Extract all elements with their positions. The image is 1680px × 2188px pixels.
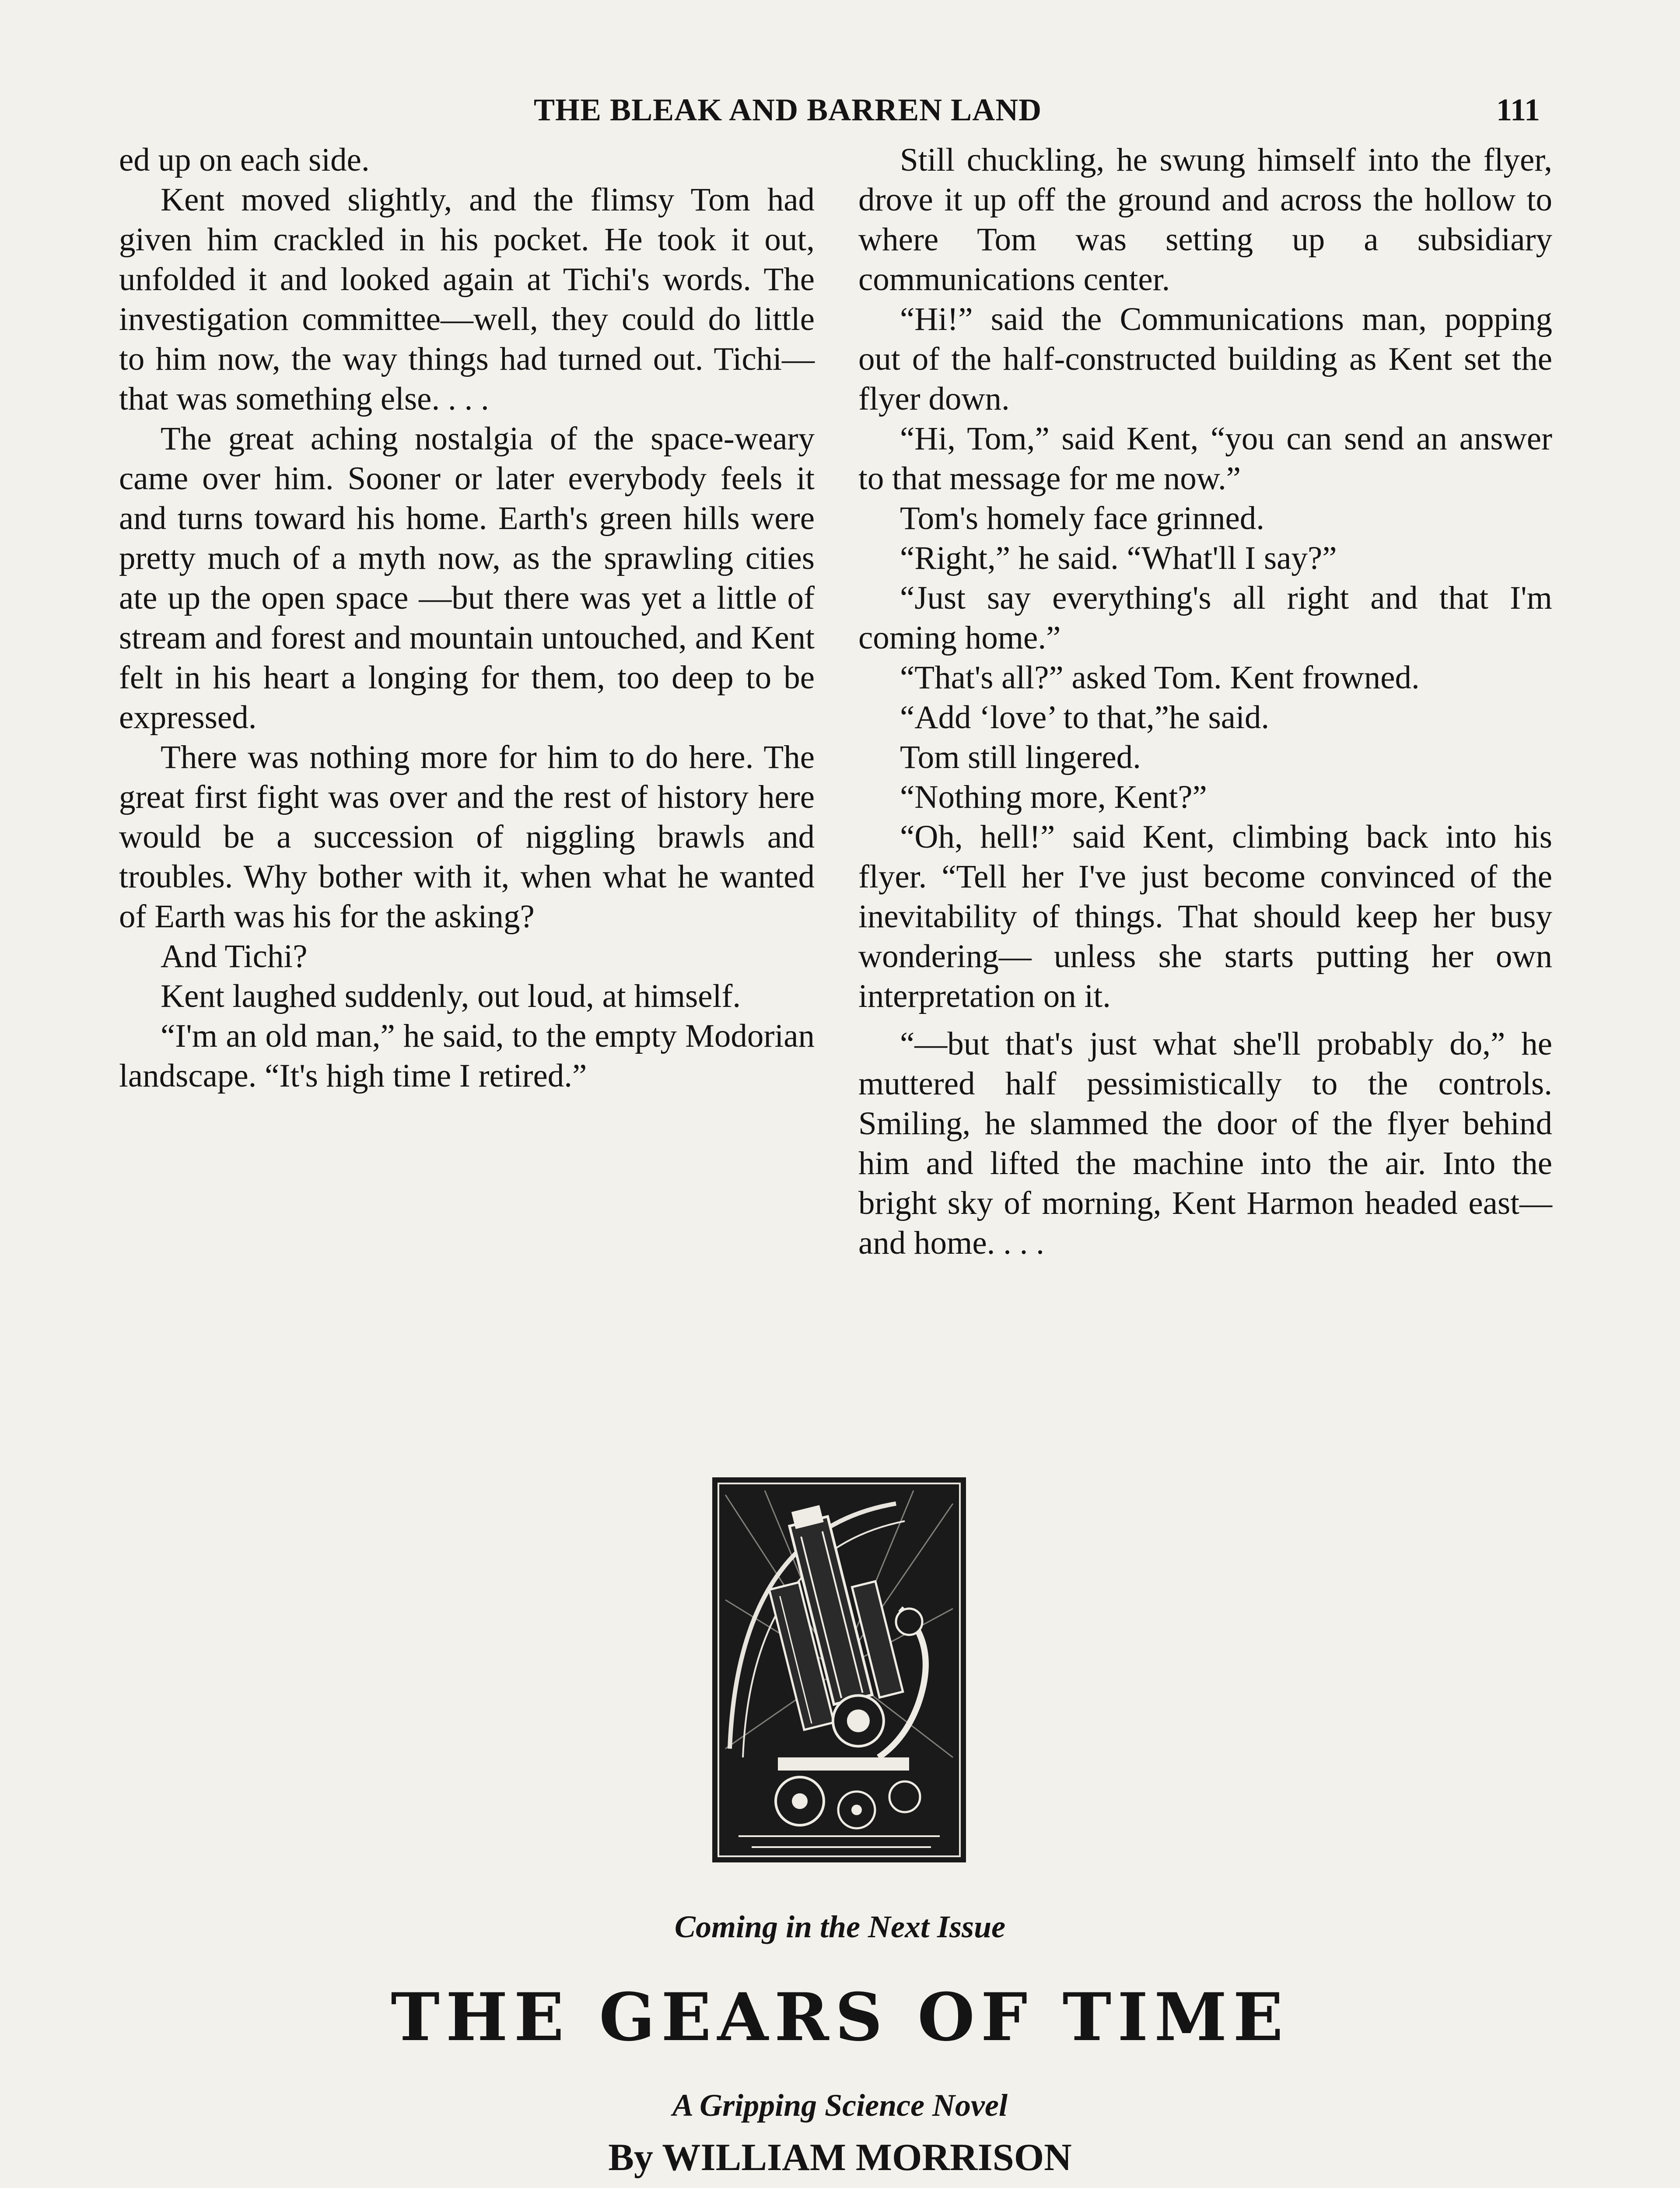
right-column bbox=[858, 140, 1552, 1263]
paragraph: The great aching nostalgia of the space-weary came over him. Sooner or later everybody feels it and turns toward his home. Earth's green hills were pretty much of a myth now, as the sprawling cities ate up the open space —but there was yet a little of stream and forest and mountain untouched, and Kent felt in his heart a longing for them, too deep to be expressed. bbox=[119, 421, 815, 736]
paragraph: ed up on each side. bbox=[119, 142, 370, 178]
paragraph: Still chuckling, he swung himself into the flyer, drove it up off the ground and across the hollow to where Tom was setting up a subsidiary communications center. bbox=[858, 142, 1552, 298]
coming-next-issue: Coming in the Next Issue bbox=[674, 1909, 1006, 1944]
paragraph: “Hi, Tom,” said Kent, “you can send an answer to that message for me now.” bbox=[858, 421, 1552, 497]
paragraph: Tom's homely face grinned. bbox=[900, 500, 1265, 536]
next-story-byline: By WILLIAM MORRISON bbox=[608, 2136, 1072, 2179]
paragraph: “—but that's just what she'll probably do,” he muttered half pessimistically to the controls. Smiling, he slammed the door of the flyer behind him and lifted the machine into the air. Into the bright sky of morning, Kent Harmon headed east—and home. . . . bbox=[858, 1026, 1552, 1261]
next-story-subtitle: A Gripping Science Novel bbox=[672, 2088, 1008, 2123]
paragraph: “I'm an old man,” he said, to the empty Modorian landscape. “It's high time I retired.” bbox=[119, 1018, 815, 1094]
microscope-woodcut-icon bbox=[712, 1477, 966, 1862]
page-number: 111 bbox=[1496, 92, 1540, 127]
paragraph: “Oh, hell!” said Kent, climbing back into his flyer. “Tell her I've just become convinced of the inevitability of things. That should keep her busy wondering— unless she starts putting her own interpretation on it. bbox=[858, 819, 1552, 1014]
running-title: THE BLEAK AND BARREN LAND bbox=[534, 92, 1042, 127]
paragraph: And Tichi? bbox=[161, 938, 308, 975]
paragraph: There was nothing more for him to do here. The great first fight was over and the rest of history here would be a succession of niggling brawls and troubles. Why bother with it, when what he wanted of Earth was his for the asking? bbox=[119, 739, 815, 935]
paragraph: “Just say everything's all right and that I'm coming home.” bbox=[858, 580, 1552, 656]
paragraph: “Right,” he said. “What'll I say?” bbox=[900, 540, 1337, 576]
paragraph: “That's all?” asked Tom. Kent frowned. bbox=[900, 659, 1420, 696]
next-story-title: THE GEARS OF TIME bbox=[391, 1979, 1289, 2056]
paragraph: “Add ‘love’ to that,”he said. bbox=[900, 699, 1270, 736]
paragraph: Kent laughed suddenly, out loud, at himself. bbox=[161, 978, 741, 1014]
paragraph: Kent moved slightly, and the flimsy Tom had given him crackled in his pocket. He took it out, unfolded it and looked again at Tichi's words. The investigation committee—well, they could do little to him now, the way things had turned out. Tichi—that was something else. . . . bbox=[119, 182, 815, 417]
paragraph: Tom still lingered. bbox=[900, 739, 1141, 775]
left-column bbox=[119, 140, 815, 1096]
paragraph: “Nothing more, Kent?” bbox=[900, 779, 1207, 815]
paragraph: “Hi!” said the Communications man, popping out of the half-constructed building as Kent set the flyer down. bbox=[858, 301, 1552, 417]
